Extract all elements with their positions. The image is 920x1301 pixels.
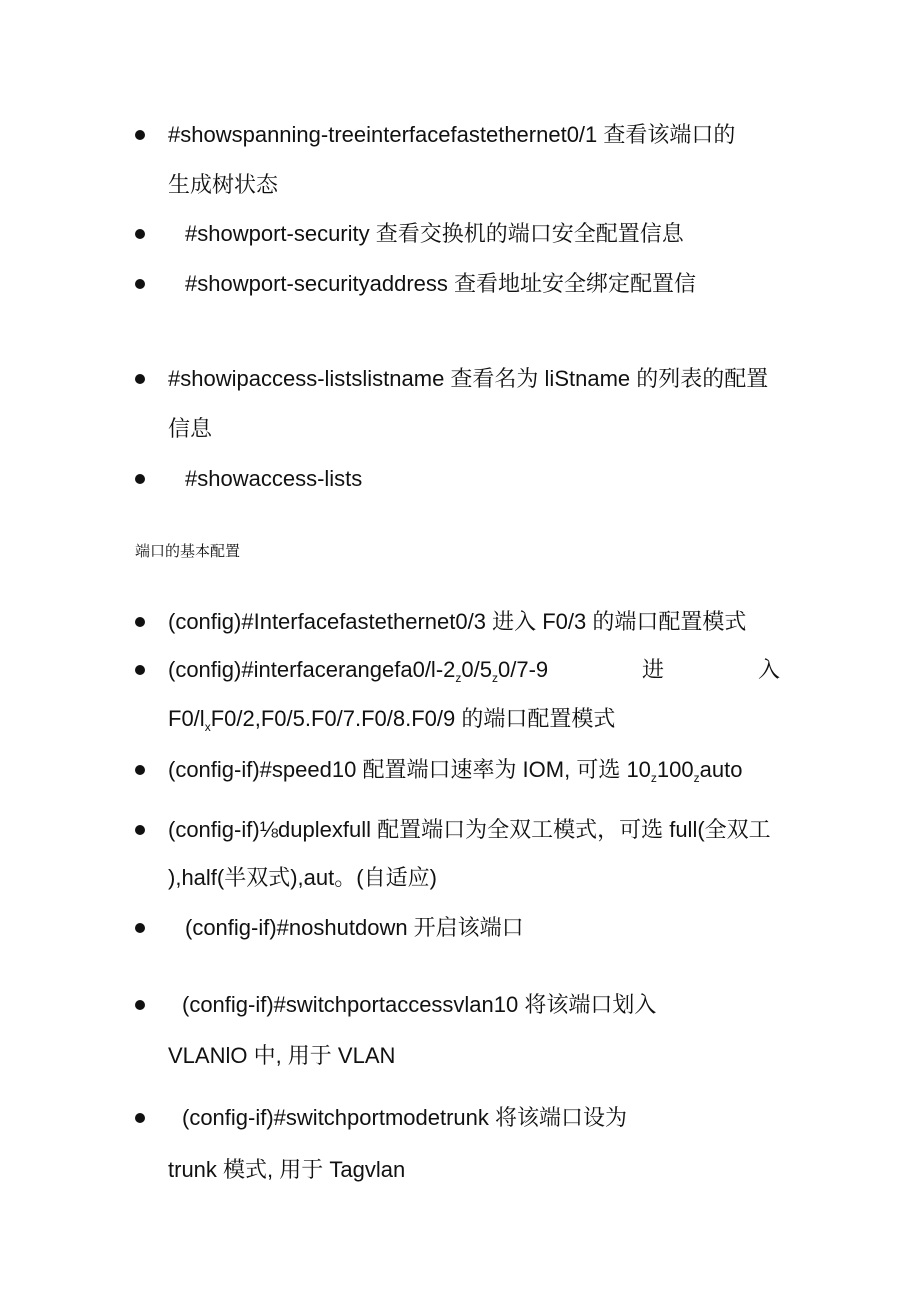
bullet-icon — [135, 617, 145, 627]
command-text: $(config)\#interfacerangefa0/l-2_z0/5_z0/7-9$ — [168, 657, 549, 685]
bullet-icon — [135, 1113, 145, 1123]
list-item-text: #showipaccess-listslistname 查看名为 liStname 的列表的配置 — [168, 366, 769, 391]
bullet-icon — [135, 765, 145, 775]
bullet-icon — [135, 825, 145, 835]
list-item-text: (config-if)#switchportmodetrunk 将该端口设为 — [182, 1105, 628, 1130]
section-heading: 端口的基本配置 — [135, 543, 241, 560]
bullet-icon — [135, 923, 145, 933]
list-item-text-continued: $F0/l_xF0/2,F0/5.F0/7.F0/8.F0/9$ 的端口配置模式 — [168, 706, 616, 734]
bullet-icon — [135, 229, 145, 239]
bullet-icon — [135, 474, 145, 484]
word-enter-1: 进 — [642, 657, 665, 682]
list-item-text: (config-if)#speed10 配置端口速率为 IOM, 可选 $10_z100_zauto$ — [168, 757, 743, 785]
list-item-text: #showport-security 查看交换机的端口安全配置信息 — [185, 221, 684, 246]
list-item-text: (config-if)#switchportaccessvlan10 将该端口划入 — [182, 992, 657, 1017]
list-item-text-continued: trunk 模式, 用于 Tagvlan — [168, 1157, 406, 1182]
bullet-icon — [135, 374, 145, 384]
list-item-text-continued: VLANlO 中, 用于 VLAN — [168, 1043, 396, 1068]
bullet-icon — [135, 130, 145, 140]
list-item-text: (config)#Interfacefastethernet0/3 进入 F0/3 的端口配置模式 — [168, 609, 747, 634]
list-item-text-continued: 信息 — [168, 416, 213, 441]
list-item-text: (config-if)#noshutdown 开启该端口 — [185, 915, 524, 940]
word-enter-2: 入 — [757, 657, 780, 682]
bullet-icon — [135, 665, 145, 675]
list-item-text: #showport-securityaddress 查看地址安全绑定配置信 — [185, 271, 697, 296]
list-item-text: #showaccess-lists — [185, 466, 363, 491]
list-item-text: (config-if)⅛duplexfull 配置端口为全双工模式，可选 full(全双工 — [168, 817, 771, 842]
list-item-text-continued: 生成树状态 — [168, 172, 279, 197]
list-item-text-continued: ),half(半双式),aut。(自适应) — [168, 865, 437, 890]
bullet-icon — [135, 279, 145, 289]
list-item-text — [168, 657, 780, 683]
list-item-text: #showspanning-treeinterfacefastethernet0/1 查看该端口的 — [168, 122, 736, 147]
bullet-icon — [135, 1000, 145, 1010]
